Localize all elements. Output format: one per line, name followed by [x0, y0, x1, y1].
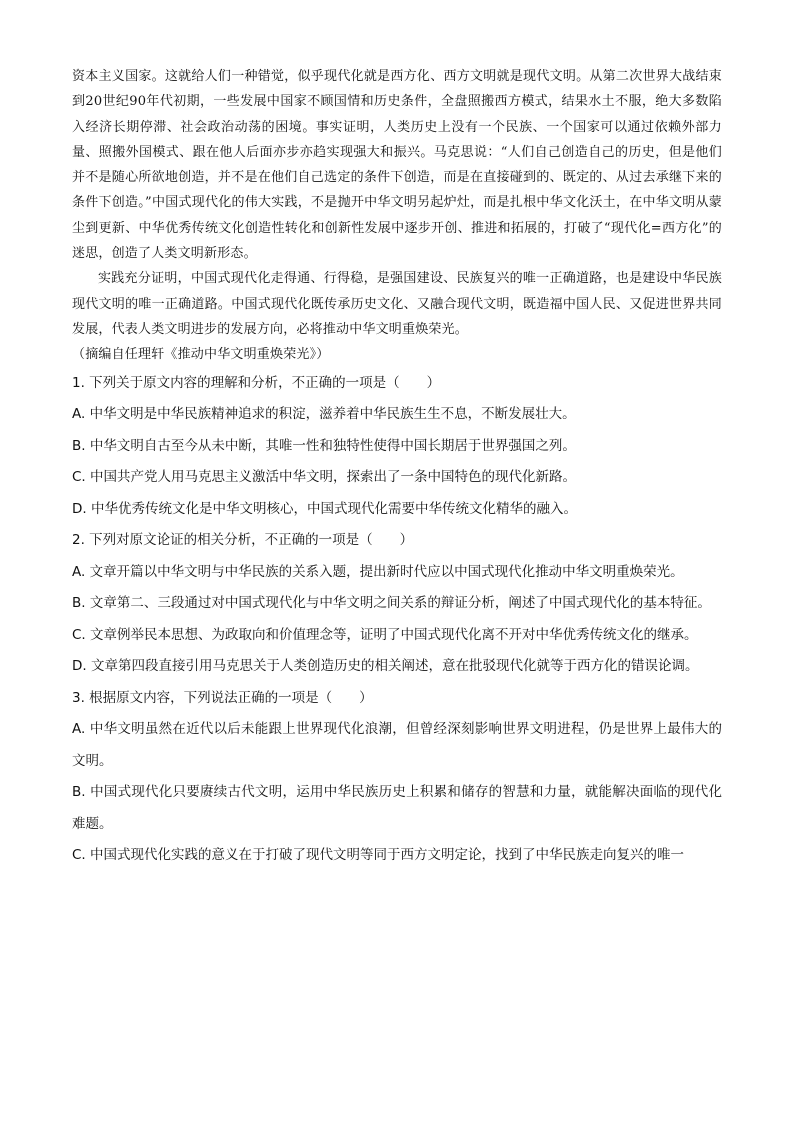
option-a: A. 中华文明虽然在近代以后未能跟上世界现代化浪潮，但曾经深刻影响世界文明进程，仍是世界上最伟大的文明。 [72, 721, 722, 769]
reading-passage [72, 64, 722, 368]
option-c: C. 中国共产党人用马克思主义激活中华文明，探索出了一条中国特色的现代化新路。 [72, 469, 577, 486]
passage-paragraph-2: 实践充分证明，中国式现代化走得通、行得稳，是强国建设、民族复兴的唯一正确道路，也是建设中华民族现代文明的唯一正确道路。中国式现代化既传承历史文化、又融合现代文明，既造福中国人民、又促进世界共同发展，代表人类文明进步的发展方向，必将推动中华文明重焕荣光。 [72, 271, 722, 337]
question-3 [72, 683, 722, 872]
option-d: D. 中华优秀传统文化是中华文明核心，中国式现代化需要中华传统文化精华的融入。 [72, 500, 577, 517]
question-stem: 3. 根据原文内容，下列说法正确的一项是（ ） [72, 689, 373, 706]
question-list [72, 368, 722, 872]
passage-paragraph-1: 资本主义国家。这就给人们一种错觉，似乎现代化就是西方化、西方文明就是现代文明。从第二次世界大战结束到20世纪90年代初期，一些发展中国家不顾国情和历史条件，全盘照搬西方模式，结果水土不服，绝大多数陷入经济长期停滞、社会政治动荡的困境。事实证明，人类历史上没有一个民族、一个国家可以通过依赖外部力量、照搬外国模式、跟在他人后面亦步亦趋实现强大和振兴。马克思说：“人们自己创造自己的历史，但是他们并不是随心所欲地创造，并不是在他们自己选定的条件下创造，而是在直接碰到的、既定的、从过去承继下来的条件下创造。”中国式现代化的伟大实践，不是抛开中华文明另起炉灶，而是扎根中华文化沃土，在中华文明从蒙尘到更新、中华优秀传统文化创造性转化和创新性发展中逐步开创、推进和拓展的，打破了“现代化=西方化”的迷思，创造了人类文明新形态。 [72, 69, 722, 262]
option-d: D. 文章第四段直接引用马克思关于人类创造历史的相关阐述，意在批驳现代化就等于西方化的错误论调。 [72, 658, 699, 675]
option-b: B. 中国式现代化只要赓续古代文明，运用中华民族历史上积累和储存的智慧和力量，就能解决面临的现代化难题。 [72, 784, 722, 832]
option-b: B. 文章第二、三段通过对中国式现代化与中华文明之间关系的辩证分析，阐述了中国式现代化的基本特征。 [72, 595, 711, 612]
option-a: A. 文章开篇以中华文明与中华民族的关系入题，提出新时代应以中国式现代化推动中华文明重焕荣光。 [72, 563, 684, 580]
question-1 [72, 368, 722, 526]
question-stem: 2. 下列对原文论证的相关分析，不正确的一项是（ ） [72, 532, 414, 549]
document-page [72, 64, 722, 872]
question-stem: 1. 下列关于原文内容的理解和分析，不正确的一项是（ ） [72, 374, 441, 391]
option-c: C. 中国式现代化实践的意义在于打破了现代文明等同于西方文明定论，找到了中华民族走向复兴的唯一 [72, 847, 685, 864]
option-b: B. 中华文明自古至今从未中断，其唯一性和独特性使得中国长期居于世界强国之列。 [72, 437, 576, 454]
question-2 [72, 525, 722, 683]
option-a: A. 中华文明是中华民族精神追求的积淀，滋养着中华民族生生不息，不断发展壮大。 [72, 406, 576, 423]
passage-source: （摘编自任理轩《推动中华文明重焕荣光》） [72, 347, 330, 363]
option-c: C. 文章例举民本思想、为政取向和价值理念等，证明了中国式现代化离不开对中华优秀传统文化的继承。 [72, 626, 698, 643]
